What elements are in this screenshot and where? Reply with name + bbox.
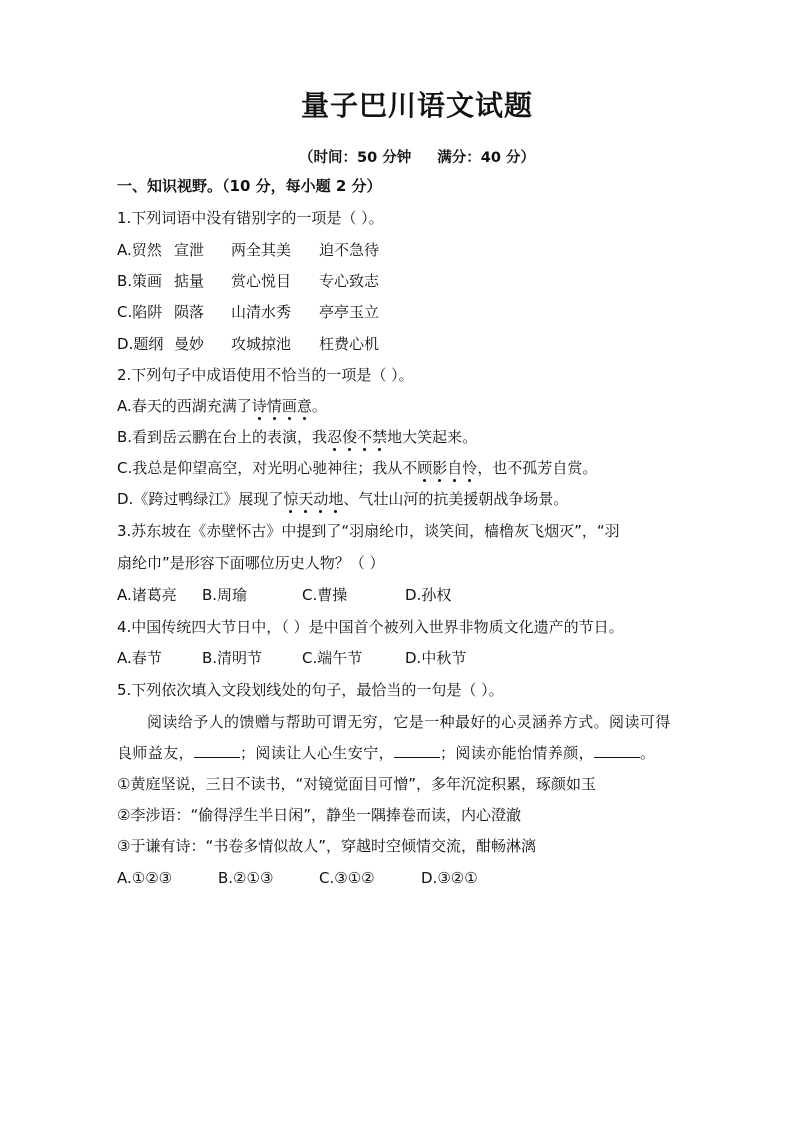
blank-line — [194, 743, 240, 758]
question-3-stem-line1: 3.苏东坡在《赤壁怀古》中提到了“羽扇纶巾，谈笑间，樯橹灰飞烟灭”，“羽 — [117, 522, 620, 540]
emphasis-char: 情 — [266, 397, 282, 415]
option-word: 亭亭玉立 — [319, 303, 380, 321]
question-3-stem-line2: 扇纶巾”是形容下面哪位历史人物？（ ） — [117, 554, 385, 572]
option-text: ，也不孤芳自赏。 — [477, 459, 598, 477]
passage-text: 。 — [640, 744, 656, 762]
option-c: C.端午节 — [302, 649, 363, 667]
emphasis-char: 意 — [296, 397, 312, 415]
question-5-stem: 5.下列依次填入文段划线处的句子，最恰当的一句是（ ）。 — [117, 681, 504, 699]
emphasis-char: 惊 — [283, 490, 299, 508]
emphasis-char: 诗 — [251, 397, 267, 415]
question-2-stem: 2.下列句子中成语使用不恰当的一项是（ ）。 — [117, 366, 414, 384]
blank-line — [594, 743, 640, 758]
question-4-stem: 4.中国传统四大节日中，（ ）是中国首个被列入世界非物质文化遗产的节日。 — [117, 618, 624, 636]
option-word: 宣泄 — [174, 241, 205, 259]
option-word: 专心致志 — [319, 272, 380, 290]
option-d: D.中秋节 — [405, 649, 467, 667]
q2-option-d — [117, 489, 568, 509]
option-text: A.春天的西湖充满了 — [117, 397, 252, 415]
option-c: C.曹操 — [302, 586, 348, 604]
q2-option-a — [117, 396, 327, 416]
q5-options — [117, 868, 478, 888]
option-b: B.②①③ — [218, 869, 274, 887]
q1-option-c — [117, 302, 379, 322]
option-text: 地大笑起来。 — [387, 428, 478, 446]
emphasis-char: 天 — [298, 490, 314, 508]
dotted-idiom — [417, 459, 477, 477]
emphasis-char: 地 — [328, 490, 344, 508]
time-info: （时间：50 分钟 — [299, 150, 412, 166]
q1-option-d — [117, 334, 379, 354]
passage-text: 阅读给予人的馈赠与帮助可谓无穷，它是一种最好的心灵涵养方式。阅读可得良师益友， — [117, 713, 671, 762]
option-d: D.孙权 — [405, 586, 452, 604]
q1-option-b — [117, 271, 379, 291]
exam-info — [0, 146, 794, 167]
q3-options — [117, 585, 451, 605]
option-b: B.周瑜 — [202, 586, 248, 604]
dotted-idiom — [327, 428, 387, 446]
dotted-idiom — [283, 490, 343, 508]
emphasis-char: 忍 — [327, 428, 343, 446]
option-text: D.《跨过鸭绿江》展现了 — [117, 490, 284, 508]
q4-options — [117, 648, 466, 668]
emphasis-char: 不 — [357, 428, 373, 446]
emphasis-char: 画 — [281, 397, 297, 415]
blank-line — [394, 743, 440, 758]
option-text: B.看到岳云鹏在台上的表演，我 — [117, 428, 328, 446]
option-word: B.策画 — [117, 272, 163, 290]
question-1-stem: 1.下列词语中没有错别字的一项是（ ）。 — [117, 209, 384, 227]
q5-item-2: ②李涉语：“偷得浮生半日闲”，静坐一隅捧卷而读，内心澄澈 — [117, 806, 521, 824]
option-c: C.③①② — [319, 869, 375, 887]
option-word: 陨落 — [174, 303, 205, 321]
q5-item-1: ①黄庭坚说，三日不读书，“对镜觉面目可憎”，多年沉淀积累，琢颜如玉 — [117, 775, 596, 793]
option-word: D.题纲 — [117, 335, 164, 353]
emphasis-char: 影 — [432, 459, 448, 477]
option-b: B.清明节 — [202, 649, 263, 667]
option-word: 攻城掠池 — [231, 335, 292, 353]
passage-text: ；阅读亦能怡情养颜， — [440, 744, 595, 762]
option-word: C.陷阱 — [117, 303, 163, 321]
passage-text: ；阅读让人心生安宁， — [240, 744, 395, 762]
section-heading: 一、知识视野。（10 分，每小题 2 分） — [117, 177, 382, 195]
option-word: 两全其美 — [231, 241, 292, 259]
page-title: 量子巴川语文试题 — [300, 89, 533, 122]
option-word: 山清水秀 — [231, 303, 292, 321]
score-info: 满分：40 分） — [437, 150, 535, 166]
emphasis-char: 禁 — [372, 428, 388, 446]
emphasis-char: 动 — [313, 490, 329, 508]
option-word: 赏心悦目 — [231, 272, 292, 290]
reading-passage — [117, 707, 677, 769]
emphasis-char: 怜 — [462, 459, 478, 477]
q5-item-3: ③于谦有诗：“书卷多情似故人”，穿越时空倾情交流，酣畅淋漓 — [117, 837, 536, 855]
option-a: A.诸葛亮 — [117, 586, 177, 604]
option-text: 。 — [311, 397, 327, 415]
q2-option-b — [117, 427, 477, 447]
q1-option-a — [117, 240, 379, 260]
option-text: 、气壮山河的抗美援朝战争场景。 — [343, 490, 569, 508]
option-word: 曼妙 — [174, 335, 205, 353]
option-text: C.我总是仰望高空，对光明心驰神往；我从不 — [117, 459, 418, 477]
option-word: A.贸然 — [117, 241, 162, 259]
emphasis-char: 自 — [447, 459, 463, 477]
option-a: A.春节 — [117, 649, 162, 667]
q2-option-c — [117, 458, 597, 478]
emphasis-char: 顾 — [417, 459, 433, 477]
option-d: D.③②① — [421, 869, 478, 887]
option-word: 掂量 — [174, 272, 205, 290]
emphasis-char: 俊 — [342, 428, 358, 446]
option-a: A.①②③ — [117, 869, 173, 887]
option-word: 迫不急待 — [319, 241, 380, 259]
option-word: 枉费心机 — [319, 335, 380, 353]
dotted-idiom — [252, 397, 312, 415]
